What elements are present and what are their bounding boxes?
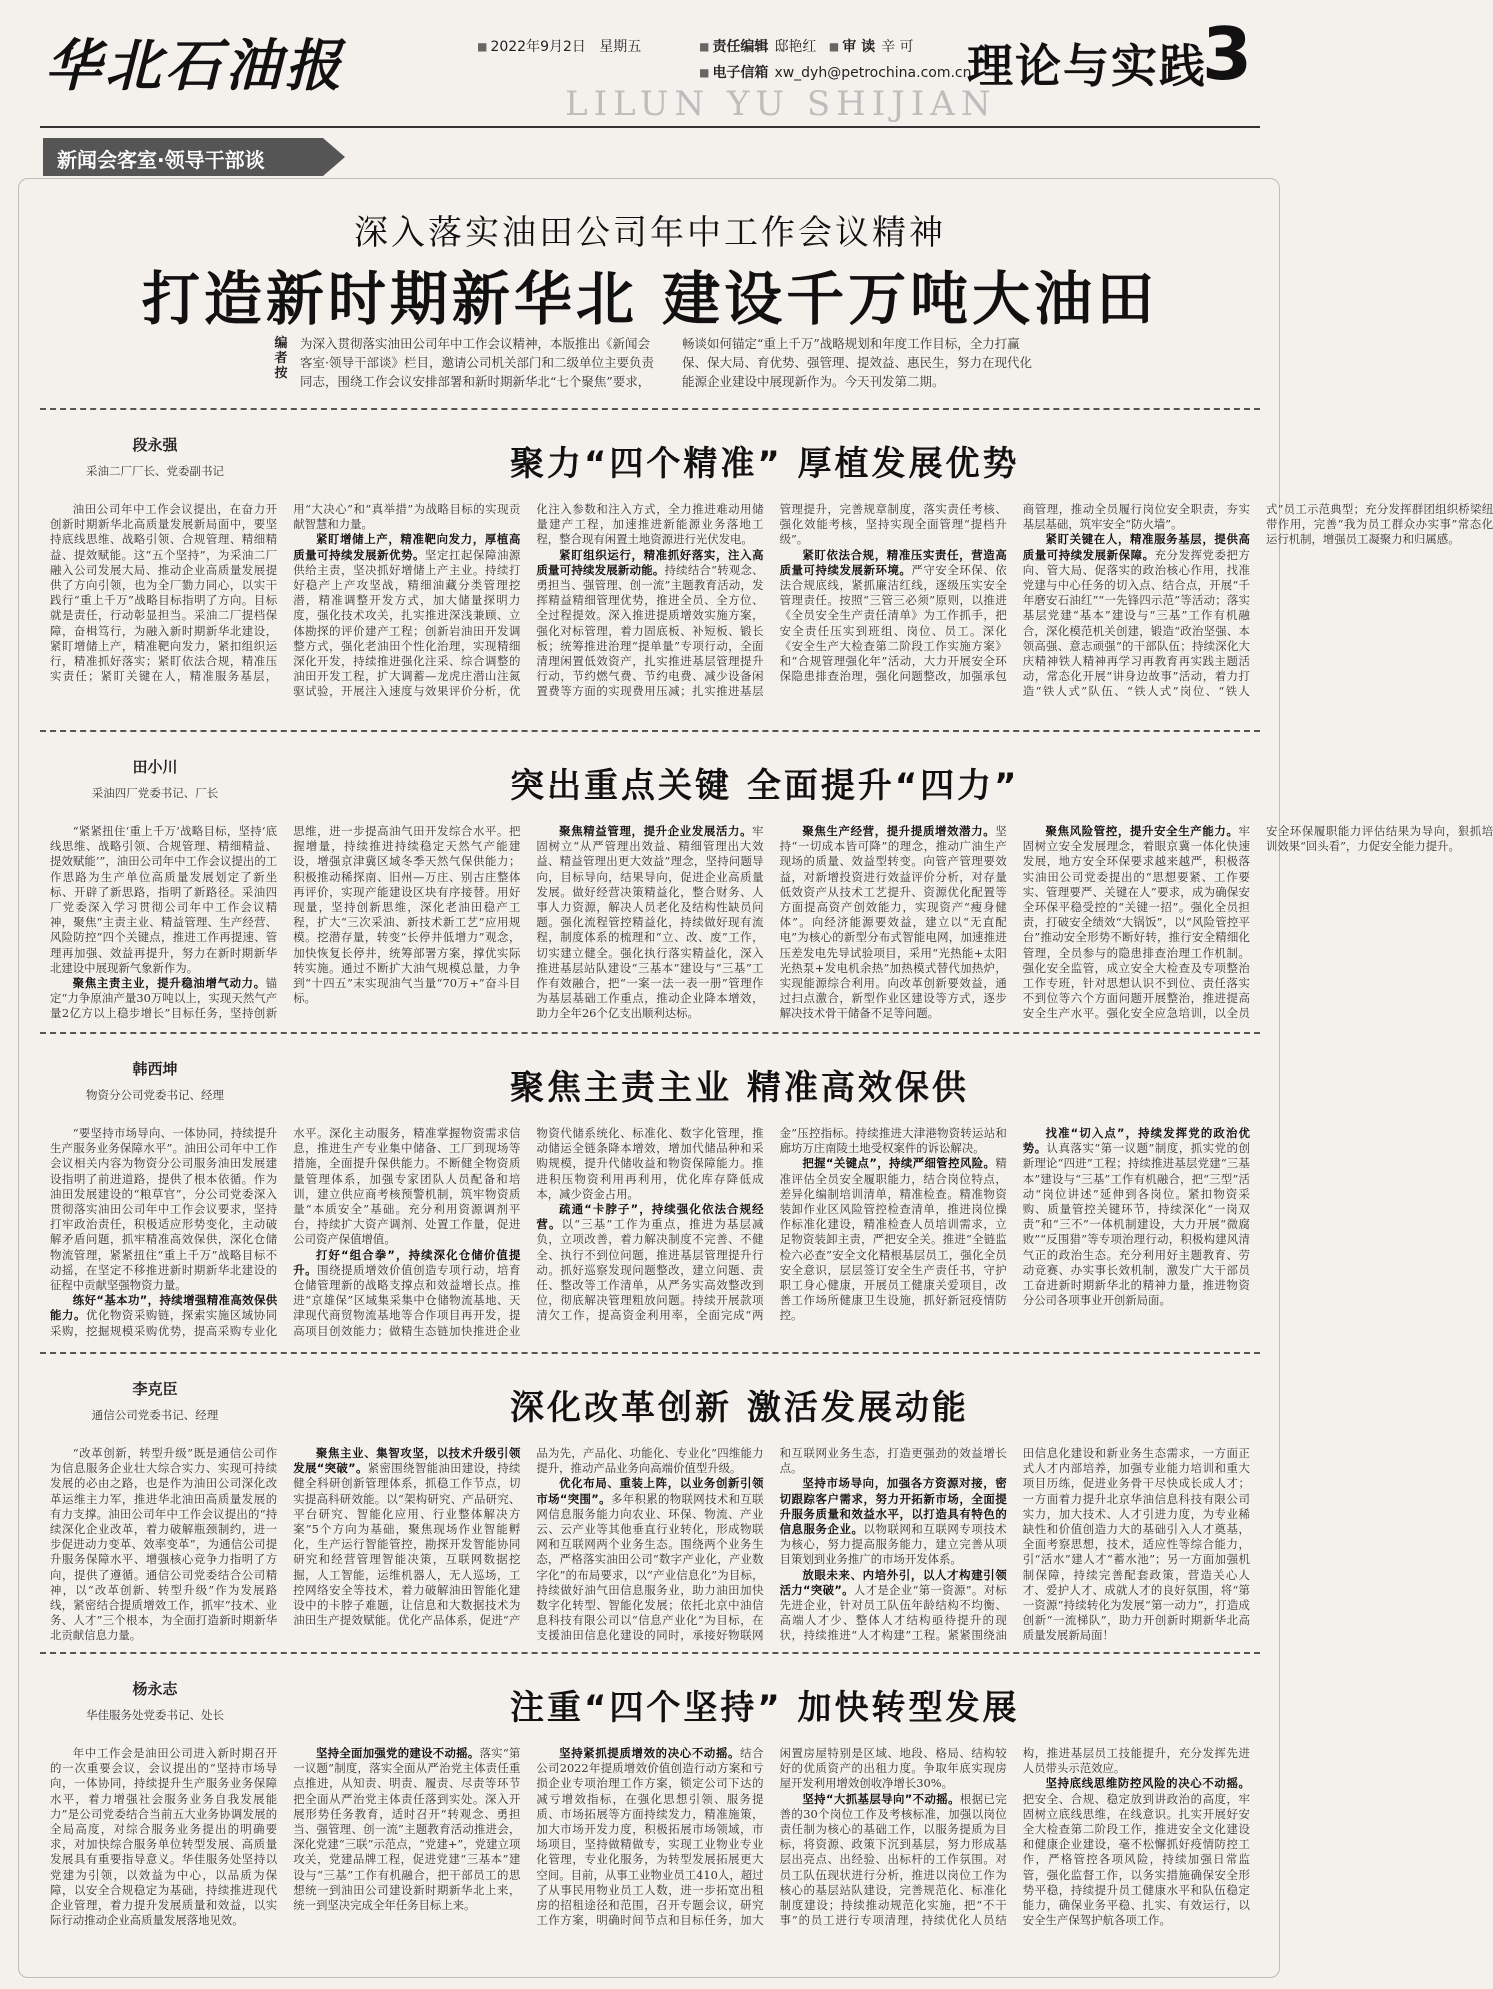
paragraph-text: 以物联网和互联网专项技术为核心，努力提高服务能力，建立完善从项目策划到业务推广的市场开发体系。: [779, 1522, 1007, 1567]
paragraph-lead: 紧盯依法合规，精准压实责任，营造高质量可持续发展新环境。: [779, 547, 1007, 577]
article-paragraph: [293, 1746, 520, 1913]
section-name: 理论与实践: [967, 39, 1207, 93]
article-paragraph: [536, 824, 763, 1022]
paragraph-lead: 聚焦生产经营，提升提质增效潜力。: [802, 824, 996, 838]
article-section: [40, 1652, 1260, 1970]
section-heading: 注重“四个坚持” 加快转型发展: [510, 1688, 1020, 1728]
section-heading: 聚力“四个精准” 厚植发展优势: [510, 444, 1020, 484]
email-label: 电子信箱: [712, 65, 769, 81]
author-name: 田小川: [132, 758, 178, 776]
paragraph-lead: 打好“组合拳”，持续深化仓储价值提升。: [293, 1247, 521, 1277]
section-divider: [40, 1352, 1260, 1354]
paragraph-text: 围绕提质增效价值创造专项行动，培育仓储管理新的战略支撑点和效益增长点。推进“京雄保”区域集采集中仓储物流基地、天津现代商贸物流基地等合作项目再开发，提高项目创效能力；做精生态链加快推进企业物资代储系统化、标准化、数字化管理，推动储运全链条降本增效，增加代储品种和采购规模，提升代储收益和物资保障能力。推进积压物资利用再利用，优化库存降低成本，减少资金占用。: [293, 1126, 764, 1338]
main-headline: 打造新时期新华北 建设千万吨大油田: [141, 265, 1159, 333]
author-title: 采油二厂厂长、党委副书记: [86, 464, 224, 478]
paragraph-lead: 找准“切入点”，持续发挥党的政治优势。: [1022, 1126, 1250, 1156]
author-byline: [40, 1678, 270, 1723]
section-heading: 深化改革创新 激活发展动能: [510, 1388, 969, 1428]
article-paragraph: [50, 1746, 277, 1928]
paragraph-text: 牢固树立安全发展理念，着眼京冀一体化快速发展，地方安全环保要求越来越严，积极落实油田公司党委提出的“思想要紧、工作要实、管理要严、关键在人”要求，成为确保安全环保平稳受控的“关键一招”。强化全员担责，打破安全绩效“大锅饭”，以“风险管控平台”推动安全形势不断好转，推行安全精细化管理，全员参与的隐患排查治理工作机制。强化安全监管，成立安全大检查及专项整治工作专班，针对思想认识不到位、责任落实不到位等六个方面问题开展整治，推进提高安全生产水平。强化安全应急培训，以全员安全环保履职能力评估结果为导向，狠抓培训效果“回头看”，力促安全能力提升。: [1022, 824, 1493, 1021]
reviewer-label: 审 读: [842, 39, 876, 55]
paragraph-text: 锚定“力争原油产量30万吨以上，实现天然气产量2亿方以上稳步增长”目标任务，坚持创新思维，进一步提高油气田开发综合水平。把握增量，持续推进持续稳定天然气产能建设，增强京津冀区域冬季天然气保供能力；积极推动稀探南、旧州—万庄、别古庄整体再评价，实现产能建设区块有序接替。用好现量，坚持创新思维，深化老油田稳产工程，扩大“三次采油、新技术新工艺”应用规模。挖潜存量，转变“长停井低增力”观念，加快恢复长停井，统筹部署方案，撑优实际转实施。通过不断扩大油气规模总量，力争到“十四五”末实现油气当量“70万+”奋斗目标。: [50, 824, 521, 1021]
article-section: [40, 1032, 1260, 1352]
article-paragraph: [1023, 1126, 1250, 1308]
author-name: 段永强: [132, 436, 178, 454]
paragraph-lead: 聚焦风险管控，提升安全生产能力。: [1045, 824, 1239, 838]
paragraph-lead: 优化布局、重装上阵，以业务创新引领市场“突围”。: [536, 1476, 764, 1506]
paragraph-text: 结合公司2022年提质增效价值创造行动方案和亏损企业专项治理工作方案，锁定公司下达的减亏增效指标，在强化思想引领、服务提质、市场拓展等方面持续发力，精准施策，加大市场开发力度，积极拓展市场领域，市场项目，坚持做精做专，实现工业物业专业化管理，专业化服务，为转型发展拓展更大空间。目前，从事工业物业员工410人，超过了从事民用物业员工人数，进一步拓宽出租房的招租途径和范围，召开专题会议，研究工作方案，明确时间节点和目标任务，加大闲置房屋特别是区域、地段、格局、结构较好的优质资产的出租力度。争取年底实现房屋开发利用增效创收净增长30%。: [536, 1746, 1007, 1928]
paragraph-text: 充分发挥党委把方向、管大局、促落实的政治核心作用，找准党建与中心任务的切入点、结合点，开展“千年磨安石油红”“一先锋四示范”等活动；落实基层党建“基本”建设与“三基”工作有机融合，深化模范机关创建，锻造“政治坚强、本领高强、意志顽强”的干部队伍；持续深化大庆精神铁人精神再学习再教育再实践主题活动，常态化开展“讲身边故事”活动，着力打造“铁人式”队伍、“铁人式”岗位、“铁人式”员工示范典型；充分发挥群团组织桥梁纽带作用，完善“我为员工群众办实事”常态化运行机制，增强员工凝聚力和归属感。: [1022, 502, 1493, 699]
author-byline: [40, 434, 270, 479]
paragraph-text: 多年积累的物联网技术和互联网信息服务能力向农业、环保、物流、产业云、云产业等其他垂直行业转化，形成物联网和互联网两个业务生态。围绕两个业务生态，严格落实油田公司“数字产业化，产业数字化”的布局要求，以“产业信息化”为目标，持续做好油气田信息服务业，助力油田加快数字化转型、智能化发展；依托北京中油信息科技有限公司以“信息产业化”为目标，在支援油田信息化建设的同时，承接好物联网和互联网业务生态，打造更强劲的效益增长点。: [536, 1446, 1007, 1643]
square-bullet-icon: ■: [700, 65, 709, 81]
paragraph-text: 落实“第一议题”制度，落实全面从严治党主体责任重点推进，从知责、明责、履责、尽责等环节把全面从严治党主体责任落到实处。深入开展形势任务教育，适时召开“转观念、勇担当、强管理、创一流”主题教育活动推进会，深化党建“三联”示范点，“党建+”，党建立项攻关，党建品牌工程，促进党建“三基本”建设与“三基”工作有机融合，把干部员工的思想统一到油田公司建设新时期新华北上来，统一到坚决完成全年任务目标上来。: [293, 1746, 521, 1913]
article-paragraph: [50, 824, 277, 976]
article-section: [40, 408, 1493, 708]
author-byline: [40, 1378, 270, 1423]
paragraph-lead: 坚持紧抓提质增效的决心不动摇。: [559, 1746, 741, 1760]
author-byline: [40, 756, 270, 801]
section-divider: [40, 1032, 1260, 1034]
paragraph-lead: 坚持市场导向，加强各方资源对接，密切跟踪客户需求，努力开拓新市场，全面提升服务质量和效益水平，以打造具有特色的信息服务企业。: [779, 1476, 1007, 1537]
paragraph-text: 人才是企业“第一资源”。对标先进企业，针对员工队伍年龄结构不均衡、高端人才少、整体人才结构亟待提升的现状，持续推进“人才构建”工程。紧紧围绕油田信息化建设和新业务生态需求，一方面正式人才内部培养，加强专业能力培训和重大项目历练，促进业务骨干尽快成长成人才；一方面着力提升北京华油信息科技有限公司实力，加大技术、人才引进力度，为专业稀缺性和价值创造力大的基础引入人才奠基，全面考察思想，技术，适应性等综合能力，引“活水”建人才“蓄水池”；另一方面加强机制保障，持续完善配套政策，营造关心人才、爱护人才、成就人才的良好氛围，将“第一资源”持续转化为发展“第一动力”，打造成创新“一流梯队”，助力开创新时期新华北高质量发展新局面！: [779, 1446, 1250, 1643]
paragraph-lead: 聚焦主业、集智攻坚，以技术升级引领发展“突破”。: [293, 1446, 521, 1476]
paragraph-text: 牢固树立“从严管理出效益、精细管理出大效益、精益管理出更大效益”理念，坚持问题导向，目标导向，结果导向，促进企业高质量发展。做好经营决策精益化，整合财务、人事人力资源，解决人员老化及结构性缺员问题。强化流程管控精益化，持续做好现有流程，制度体系的梳理和“立、改、废”工作，切实建立健全。强化执行落实精益化，深入推进基层站队建设“三基本”建设与“三基”工作有效融合，把“一案一法一表一册”管理作为基层基础工作重点，推动企业降本增效，助力全年26个亿支出顺利达标。: [536, 824, 764, 1021]
paragraph-lead: 紧盯组织运行，精准抓好落实，注入高质量可持续发展新动能。: [536, 547, 764, 577]
editor-name: 邸艳红: [774, 39, 817, 55]
author-title: 物资分公司党委书记、经理: [86, 1088, 224, 1102]
editor-note-text: 为深入贯彻落实油田公司年中工作会议精神，本版推出《新闻会客室·领导干部谈》栏目，邀请公司机关部门和二级单位主要负责同志，围绕工作会议安排部署和新时期新华北“七个聚焦”要求，畅谈如何锚定“重上千万”战略规划和年度工作目标，全力打赢保、保大局、育优势、强管理、提效益、惠民生，努力在现代化能源企业建设中展现新作为。今天刊发第二期。: [300, 336, 1033, 389]
author-title: 华佳服务处党委书记、处长: [86, 1708, 224, 1722]
page-number: 3: [1202, 12, 1253, 96]
author-title: 通信公司党委书记、经理: [91, 1408, 219, 1422]
paragraph-lead: 坚持底线思维防控风险的决心不动摇。: [1045, 1776, 1250, 1791]
column-tag: 新闻会客室·领导干部谈: [43, 138, 323, 176]
paragraph-lead: 紧盯增储上产，精准靶向发力，厚植高质量可持续发展新优势。: [293, 532, 521, 562]
paragraph-lead: 把握“关键点”，持续严细管控风险。: [802, 1156, 996, 1171]
paragraph-lead: 紧盯关键在人，精准服务基层，提供高质量可持续发展新保障。: [1022, 532, 1250, 562]
article-paragraph: [1023, 502, 1493, 702]
paragraph-text: 根据已完善的30个岗位工作及考核标准，加强以岗位责任制为核心的基础工作，以服务提质为目标，将资源、政策下沉到基层，努力形成基层出亮点、出经验、出标杆的工作氛围。对员工队伍现状进行分析，推进以岗位工作为核心的基层站队建设，完善规范化、标准化制度建设；持续推动规范化实施，把“不干事”的员工进行专项清理，持续优化人员结构，推进基层员工技能提升，充分发挥先进人员带头示范效应。: [779, 1746, 1250, 1928]
section-divider: [40, 408, 1260, 410]
reviewer-name: 辛 可: [881, 39, 914, 55]
section-divider: [40, 730, 1260, 732]
paragraph-text: “要坚持市场导向、一体协同，持续提升生产服务业务保障水平”。油田公司年中工作会议相关内容为物资分公司服务油田发展建设指明了前进道路，提供了根本依循。作为油田发展建设的“粮草官”，分公司党委深入贯彻落实油田公司年中工作会议要求，坚持打牢政治责任，积极适应形势变化，主动破解矛盾问题，抓牢精准高效保供，深化仓储物流管理，紧紧扭住“重上千万”战略目标不动摇，在坚定不移推进新时期新华北建设的征程中贡献坚强物资力量。: [50, 1126, 278, 1293]
paragraph-text: “改革创新，转型升级”既是通信公司作为信息服务企业壮大综合实力、实现可持续发展的必由之路，也是作为油田公司深化改革运维主力军，推进华北油田高质量发展的有力支撑。油田公司年中工作会议提出的“持续深化企业改革，着力破解瓶颈制约，进一步促进动力变革、效率变革”，为通信公司提升服务保障水平、增强核心竞争力指明了方向，提供了遵循。通信公司党委结合公司精神，以“改革创新、转型升级”作为发展路线，紧密结合提质增效工作，抓牢“技术、业务、人才”三个根本，为全面打造新时期新华北贡献信息力量。: [50, 1446, 278, 1643]
section-pinyin: LILUN YU SHIJIAN: [565, 84, 997, 124]
article-body: [50, 1746, 1250, 1961]
paragraph-text: 持续结合“转观念、勇担当、强管理、创一流”主题教育活动，发挥精益精细管理优势，推进全员、全方位、全过程提效。深入推进提质增效实施方案，强化对标管理，着力固底板、补短板、锻长板；统筹推进治理“提单量”专项行动，全面清理闲置低效资产，扎实推进基层管理提升行动，节约燃气费、节约电费、减少设备闲置费等方面的实现费用压减；扎实推进基层管理提升，完善规章制度，落实责任考核、强化效能考核，坚持实现全面管理“提档升级”。: [536, 502, 1007, 699]
article-paragraph: [1023, 1776, 1250, 1928]
paragraph-text: 优化物资采购链，探索实施区域协同采购，挖掘规模采购优势，提高采购专业化水平。深化主动服务，精准掌握物资需求信息，推进生产专业集中储备、工厂到现场等措施，全面提升保供能力。不断健全物资质量管理体系，加强专家团队人员配备和培训，建立供应商考核预警机制，筑牢物资质量“本质安全”基础。充分利用资源调剂平台，持续扩大资产调剂、处置工作量，促进公司资产保值增值。: [50, 1126, 521, 1338]
square-bullet-icon: ■: [700, 39, 709, 55]
square-bullet-icon: ■: [478, 39, 487, 55]
paragraph-text: 严守安全环保、依法合规底线，紧抓廉洁红线，逐级压实安全管理责任。按照“三管三必须”原则，以推进《全员安全生产责任清单》为工作抓手，把安全责任压实到班组、岗位、员工。深化《安全生产大检查第二阶段工作实施方案》和“合规管理强化年”活动，大力开展安全环保隐患排查治理，强化问题整改，加强承包商管理，推动全员履行岗位安全职责，夯实基层基础，筑牢安全“防火墙”。: [779, 502, 1250, 684]
kicker-headline: 深入落实油田公司年中工作会议精神: [354, 213, 946, 253]
paragraph-text: 油田公司年中工作会议提出，在奋力开创新时期新华北高质量发展新局面中，要坚持底线思维、战略引领、合规管理、精细精益、提效赋能。这“五个坚持”，为采油二厂融入公司发展大局、推动企业高质量发展提供了方向引领，也为全厂勠力同心，以实干践行“重上千万”战略目标指明了方向。目标就是责任，行动彰显担当。采油二厂提档保障，奋楫笃行，为融入新时期新华北建设，紧盯增储上产，精准靶向发力，紧扣组织运行，精准抓好落实；紧盯依法合规，精准压实责任；紧盯关键在人，精准服务基层，用“大决心”和“真举措”为战略目标的实现贡献智慧和力量。: [50, 502, 521, 684]
masthead: [0, 0, 1300, 135]
newspaper-logo: 华北石油报: [45, 33, 345, 99]
paragraph-text: 坚定扛起保障油源供给主责，坚决抓好增储上产主业。持续打好稳产上产攻坚战，精细油藏分类管理挖潜，精准调整开发方式，加大储量探明力度，强化技术攻关，扎实推进深浅兼顾、立体勘探的评价建产工程；创新岩油田开发调整方式，强化老油田个性化治理，实现精细深化开发，持续推进强化注采、综合调整的油田开发工程，扩大调蓄—龙虎庄潜山注氮驱试验，开展注入速度与效果评价分析，优化注入参数和注入方式，全力推进难动用储量建产工程，加速推进新能源业务落地工程，整合现有闲置土地资源进行光伏发电。: [293, 502, 764, 699]
author-byline: [40, 1058, 270, 1103]
paragraph-lead: 放眼未来、内培外引，以人才构建引领活力“突破”。: [779, 1567, 1007, 1597]
masthead-rule: [40, 126, 1260, 128]
issue-weekday: 星期五: [599, 39, 642, 55]
paragraph-text: 把安全、合规、稳定放到讲政治的高度，牢固树立底线思维，在线意识。扎实开展好安全大检查第二阶段工作，推进安全文化建设和健康企业建设，毫不松懈抓好疫情防控工作，严格管控各项风险，持续加强日常监管，强化监督工作，以务实措施确保安全形势平稳，持续提升员工健康水平和队伍稳定能力，确保业务平稳、扎实、有效运行，以安全生产保驾护航各项工作。: [1022, 1791, 1250, 1928]
paragraph-text: 认真落实“第一议题”制度，抓实党的创新理论“四进”工程；持续推进基层党建“三基本”建设与“三基”工作有机融合，把“三型”活动“岗位讲述”延伸到各岗位。紧扣物资采购、质量管控关键环节，持续深化“一岗双责”和“三不”一体机制建设，大力开展“微腐败”“反围猎”等专项治理行动，积极构建风清气正的政治生态。充分利用好主题教育、劳动竞赛、办实事长效机制，激发广大干部员工奋进新时期新华北的精神力量，推进物资分公司各项事业开创新局面。: [1022, 1141, 1250, 1308]
paragraph-text: 年中工作会是油田公司进入新时期召开的一次重要会议，会议提出的“坚持市场导向，一体协同，持续提升生产服务业务保障水平，着力增强社会服务业务自我发展能力”是公司党委结合当前五大业务协调发展的全局高度，对综合服务业务提出的明确要求，对加快综合服务单位转型发展、高质量发展具有重要指导意义。华佳服务处坚持以党建为引领，以效益为中心，以品质为保障，以安全合规稳定为基础，持续推进现代企业管理，着力提升发展质量和效益，以实际行动推动企业高质量发展落地见效。: [50, 1746, 278, 1928]
article-paragraph: [50, 1446, 277, 1644]
article-paragraph: [780, 824, 1007, 1022]
paragraph-text: 紧密围绕智能油田建设，持续健全科研创新管理体系，抓稳工作节点，切实提高科研效能。以“架构研究、产品研究、平台研究、智能化应用、行业整体解决方案”5个方向为基础，聚焦现场作业智能孵化，生产运行智能管控，勘探开发智能协同研究和经营管理智能决策，互联网数据挖掘，人工智能，运维机器人，无人巡场，工控网络安全等技术，着力破解油田智能化建设中的卡脖子难题，让信息和大数据技术为油田生产提效赋能。优化产品体系，促进“产品为先，产品化、功能化、专业化”四维能力提升，推动产品业务向高端价值型升级。: [293, 1446, 764, 1628]
author-name: 李克臣: [132, 1380, 178, 1398]
paragraph-text: 坚持“一切成本皆可降”的理念，推动广油生产现场的质量、效益型转变。向管产管理要效益，对新增投资进行效益评价分析，对存量低效资产从技术工艺提升、资源优化配置等方面提高资产创效能力，实现资产“瘦身健体”。向经济能源要效益，建立以“无直配电”为核心的新型分布式智能电网，加速推进压差发电先导试验项目，采用“光热能+太阳光热泵+发电机余热”加热模式替代加热炉，实现能源综合利用。向改革创新要效益，通过扫点激合，新型作业区建设等方式，逐步解决技术骨干储备不足等问题。: [779, 824, 1007, 1021]
article-section: [40, 730, 1493, 1030]
email-address[interactable]: xw_dyh@petrochina.com.cn: [774, 65, 972, 81]
paragraph-text: 精准评估全员安全履职能力，结合岗位特点，差异化编制培训清单，精准检查。精准物资装卸作业区风险管控检查清单，推进岗位操作标准化建设，精准检查人员培训需求，立足物资装卸主责，严把安全关。推进“全链监检六必查”安全文化精根基层员工，强化全员安全意识，层层签订安全生产责任书，守护职工身心健康，开展员工健康关爱项目，改善工作场所健康卫生设施，抓好新冠疫情防控。: [779, 1156, 1007, 1323]
author-title: 采油四厂党委书记、厂长: [91, 786, 219, 800]
article-body: [50, 1446, 1250, 1646]
paragraph-lead: 聚焦主责主业，提升稳油增气动力。: [72, 976, 266, 991]
article-section: [40, 1352, 1260, 1652]
article-paragraph: [780, 1476, 1007, 1567]
section-divider: [40, 1652, 1260, 1654]
paragraph-lead: 练好“基本功”，持续增强精准高效保供能力。: [50, 1293, 278, 1323]
issue-date-block: [478, 36, 641, 62]
square-bullet-icon: ■: [829, 39, 839, 55]
paragraph-text: 以“三基”工作为重点，推进为基层减负，立项改善，着力解决制度不完善、不健全、执行不到位问题，推进基层管理提升行动。抓好巡察发现问题整改，建立问题、责任、整改等工作清单，从严务实高效整改到位，彻底解决管理粗放问题。持续开展款项清欠工作，提高资金利用率，全面完成“两金”压控指标。持续推进大津港物资转运站和廊坊万庄南陵土地受权案件的诉讼解决。: [536, 1126, 1007, 1323]
editor-note-label: 编者按: [274, 336, 288, 381]
paragraph-lead: 聚焦精益管理，提升企业发展活力。: [559, 824, 753, 838]
editor-info-block: [700, 36, 972, 88]
article-body: [50, 502, 1493, 702]
article-paragraph: [1023, 824, 1493, 1024]
paragraph-lead: 疏通“卡脖子”，持续强化依法合规经营。: [536, 1202, 764, 1232]
article-body: [50, 824, 1493, 1024]
author-name: 韩西坤: [132, 1060, 178, 1078]
editor-label: 责任编辑: [712, 39, 769, 55]
article-body: [50, 1126, 1250, 1344]
issue-date: 2022年9月2日: [490, 39, 586, 55]
paragraph-lead: 坚持“大抓基层导向”不动摇。: [802, 1791, 960, 1806]
paragraph-text: “紧紧扭住‘重上千万’战略目标，坚持‘底线思维、战略引领、合规管理、精细精益、提效赋能’”，油田公司年中工作会议提出的工作思路为生产单位高质量发展划定了新坐标、开辟了新思路，指明了新路径。采油四厂党委深入学习贯彻公司年中工作会议精神，聚焦“主责主业、精益管理、生产经营、风险防控”四个关键点，推进工作再提速、管理再加强、效益再提升，努力在新时期新华北建设中展现新气象新作为。: [50, 824, 278, 975]
article-paragraph: [780, 1156, 1007, 1323]
paragraph-lead: 坚持全面加强党的建设不动摇。: [315, 1746, 480, 1760]
author-name: 杨永志: [132, 1680, 178, 1698]
section-heading: 聚焦主责主业 精准高效保供: [510, 1068, 969, 1108]
section-heading: 突出重点关键 全面提升“四力”: [510, 766, 1020, 806]
article-paragraph: [50, 1126, 277, 1293]
